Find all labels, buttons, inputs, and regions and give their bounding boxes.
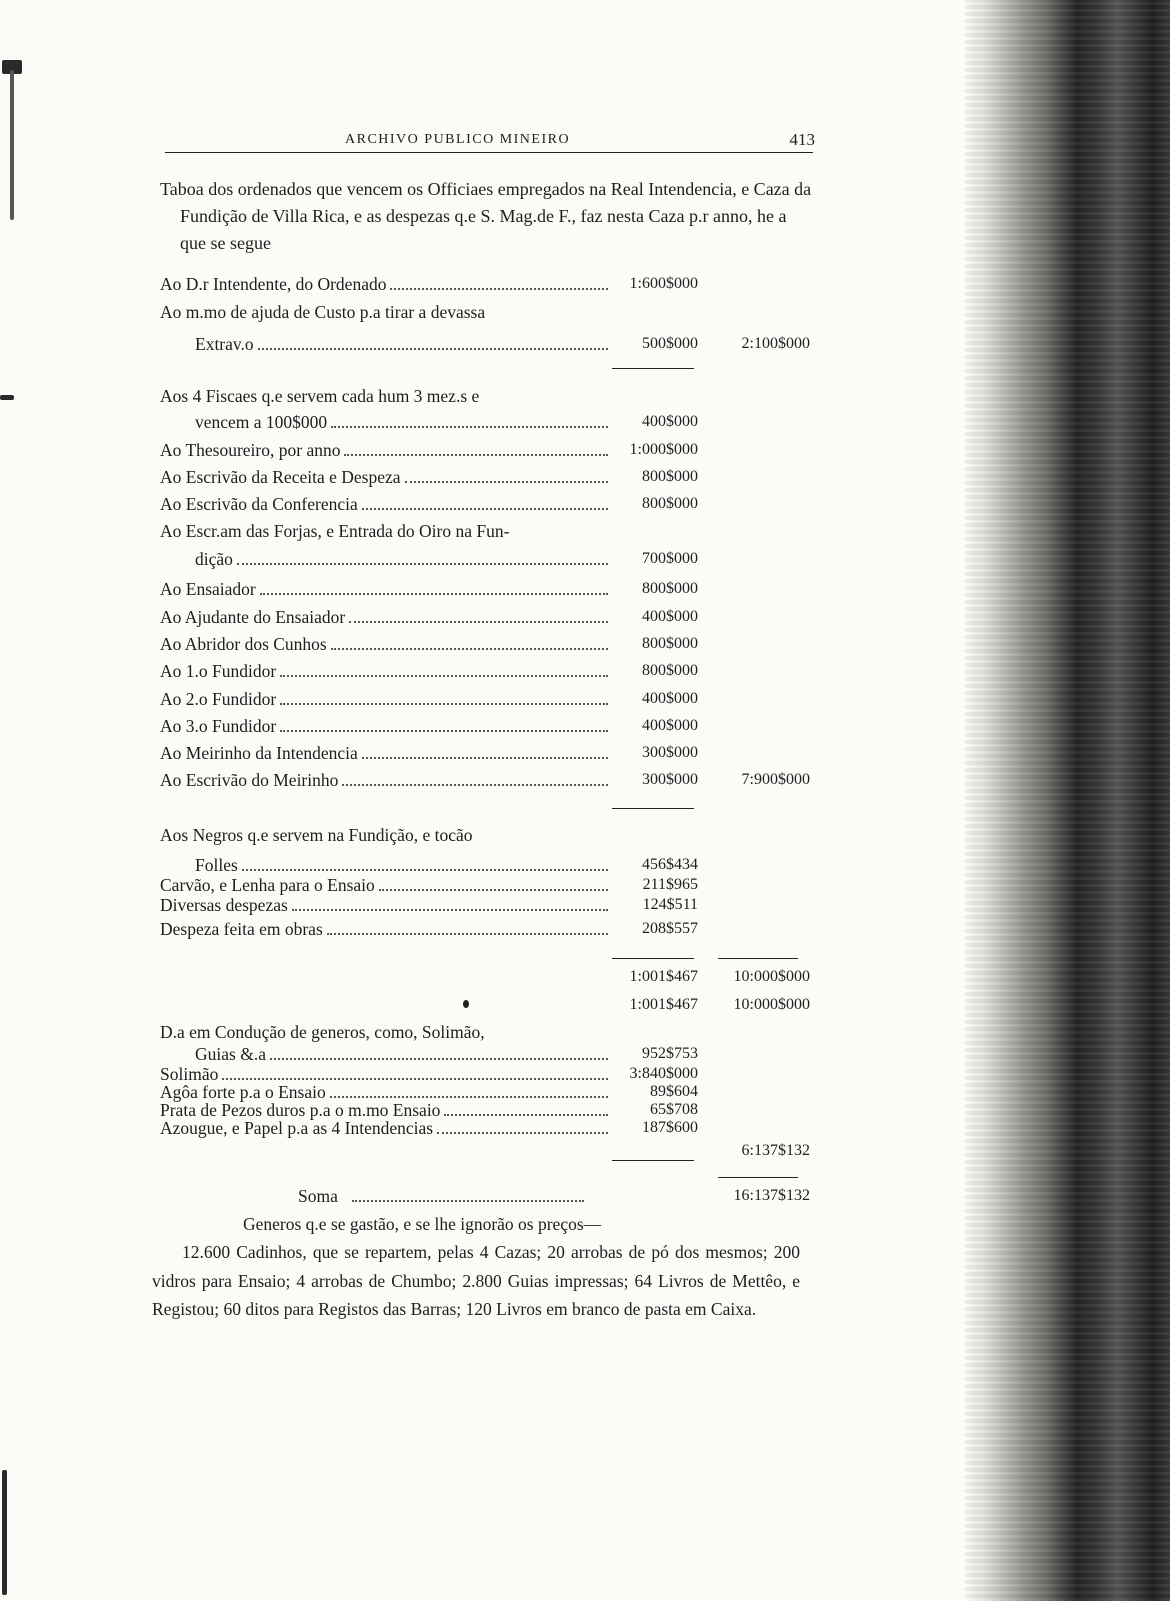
row-label: Aos 4 Fiscaes q.e servem cada hum 3 mez.s e bbox=[160, 386, 480, 406]
row-label: Diversas despezas bbox=[160, 895, 288, 915]
row-label: Ao 3.o Fundidor bbox=[160, 716, 277, 736]
total-rule bbox=[718, 958, 798, 959]
row-label: Ao Ensaiador bbox=[160, 579, 256, 599]
dot-leader bbox=[237, 563, 608, 565]
ledger-row bbox=[160, 438, 820, 462]
dot-leader bbox=[390, 288, 608, 290]
row-label: D.a em Condução de generos, como, Solimão, bbox=[160, 1022, 485, 1042]
row-amount: 400$000 bbox=[642, 690, 698, 707]
scan-smudge bbox=[0, 395, 14, 400]
soma-total: 16:137$132 bbox=[733, 1187, 810, 1204]
row-label: Folles bbox=[195, 855, 238, 875]
dot-leader bbox=[379, 889, 608, 891]
section-total-row bbox=[160, 1139, 820, 1163]
ledger-row bbox=[160, 519, 820, 543]
row-label: Ao Abridor dos Cunhos bbox=[160, 634, 327, 654]
row-label: Ao Ajudante do Ensaiador bbox=[160, 607, 346, 627]
dot-leader bbox=[331, 426, 608, 428]
subtotal-total: 10:000$000 bbox=[733, 968, 810, 985]
row-label: dição bbox=[195, 549, 233, 569]
ledger-row bbox=[160, 465, 820, 489]
subtotal-total: 10:000$000 bbox=[733, 996, 810, 1013]
dot-leader bbox=[362, 508, 608, 510]
row-amount: 211$965 bbox=[642, 876, 698, 893]
ledger-row bbox=[160, 893, 820, 917]
ledger-row bbox=[160, 492, 820, 516]
row-label: Ao Escrivão da Receita e Despeza bbox=[160, 467, 401, 487]
scan-smudge bbox=[2, 1470, 7, 1595]
row-label: Ao 2.o Fundidor bbox=[160, 689, 277, 709]
dot-leader bbox=[292, 909, 608, 911]
amount-rule bbox=[612, 808, 694, 809]
ledger-row bbox=[160, 577, 820, 601]
row-amount: 124$511 bbox=[642, 896, 698, 913]
dot-leader bbox=[349, 621, 608, 623]
row-label: Ao D.r Intendente, do Ordenado bbox=[160, 274, 387, 294]
row-amount: 300$000 bbox=[642, 744, 698, 761]
dot-leader bbox=[405, 481, 608, 483]
row-amount: 400$000 bbox=[642, 413, 698, 430]
row-label: Carvão, e Lenha para o Ensaio bbox=[160, 875, 375, 895]
row-amount: 400$000 bbox=[642, 717, 698, 734]
row-amount: 700$000 bbox=[642, 550, 698, 567]
dot-leader bbox=[280, 675, 608, 677]
ledger-row bbox=[160, 768, 820, 792]
caption-text: Taboa dos ordenados que vencem os Officiaes empregados na Real Intendencia, e Caza da Fundição de Villa Rica, e as despezas q.e S. Mag.de F., faz nesta Caza p.r anno, he a que se segue bbox=[160, 179, 812, 253]
row-amount: 187$600 bbox=[642, 1119, 698, 1136]
ledger-row bbox=[160, 1020, 820, 1044]
row-amount: 952$753 bbox=[642, 1045, 698, 1062]
dot-leader bbox=[327, 933, 608, 935]
row-amount: 89$604 bbox=[650, 1083, 698, 1100]
salary-ledger bbox=[160, 0, 820, 1601]
row-label: Ao m.mo de ajuda de Custo p.a tirar a devassa bbox=[160, 302, 486, 322]
generos-paragraph bbox=[152, 1238, 800, 1324]
row-label: Prata de Pezos duros p.a o m.mo Ensaio bbox=[160, 1100, 441, 1120]
subtotal-row bbox=[160, 993, 820, 1017]
row-label: Ao Escrivão da Conferencia bbox=[160, 494, 358, 514]
ledger-row bbox=[160, 741, 820, 765]
soma-row bbox=[160, 1184, 820, 1208]
scan-smudge bbox=[10, 70, 14, 220]
row-label: Ao Thesoureiro, por anno bbox=[160, 440, 341, 460]
dot-leader bbox=[331, 648, 608, 650]
row-label: Ao 1.o Fundidor bbox=[160, 661, 277, 681]
row-label: Despeza feita em obras bbox=[160, 919, 323, 939]
subtotal-row bbox=[160, 965, 820, 989]
dot-leader bbox=[437, 1132, 608, 1134]
row-amount: 1:000$000 bbox=[629, 441, 698, 458]
row-amount: 800$000 bbox=[642, 468, 698, 485]
ledger-row bbox=[160, 687, 820, 711]
binding-gutter-shadow bbox=[965, 0, 1170, 1601]
amount-rule bbox=[612, 958, 694, 959]
row-label: Solimão bbox=[160, 1064, 219, 1084]
row-amount: 500$000 bbox=[642, 335, 698, 352]
dot-leader bbox=[344, 454, 608, 456]
amount-rule bbox=[612, 368, 694, 369]
row-amount: 65$708 bbox=[650, 1101, 698, 1118]
row-label: Guias &.a bbox=[195, 1044, 266, 1064]
dot-leader bbox=[280, 730, 608, 732]
row-label: Azougue, e Papel p.a as 4 Intendencias bbox=[160, 1118, 434, 1138]
dot-leader bbox=[270, 1058, 608, 1060]
dot-leader bbox=[280, 703, 608, 705]
page-number: 413 bbox=[789, 130, 815, 149]
ledger-row bbox=[160, 917, 820, 941]
subtotal-amount: 1:001$467 bbox=[629, 996, 698, 1013]
row-total: 7:900$000 bbox=[741, 771, 810, 788]
row-label: vencem a 100$000 bbox=[195, 412, 328, 432]
dot-leader bbox=[260, 593, 608, 595]
ink-mark bbox=[463, 1000, 469, 1008]
ledger-row bbox=[160, 384, 820, 408]
row-amount: 800$000 bbox=[642, 635, 698, 652]
subtotal-amount: 1:001$467 bbox=[629, 968, 698, 985]
row-label: Extrav.o bbox=[195, 334, 254, 354]
dot-leader bbox=[342, 784, 608, 786]
ledger-row bbox=[160, 659, 820, 683]
row-label: Ao Escr.am das Forjas, e Entrada do Oiro na Fun- bbox=[160, 521, 510, 541]
ledger-row bbox=[160, 547, 820, 571]
ledger-row bbox=[160, 332, 820, 356]
row-amount: 800$000 bbox=[642, 580, 698, 597]
row-amount: 800$000 bbox=[642, 495, 698, 512]
soma-label: Soma bbox=[298, 1186, 338, 1206]
dot-leader bbox=[352, 1200, 584, 1202]
row-label: Agôa forte p.a o Ensaio bbox=[160, 1082, 326, 1102]
ledger-row bbox=[160, 632, 820, 656]
dot-leader bbox=[242, 869, 608, 871]
dot-leader bbox=[362, 757, 608, 759]
generos-heading: Generos q.e se gastão, e se lhe ignorão os preços— bbox=[243, 1214, 602, 1234]
section-total: 6:137$132 bbox=[741, 1142, 810, 1159]
row-amount: 456$434 bbox=[642, 856, 698, 873]
row-amount: 208$557 bbox=[642, 920, 698, 937]
ledger-row bbox=[160, 300, 820, 324]
ledger-row bbox=[160, 714, 820, 738]
row-label: Aos Negros q.e servem na Fundição, e tocão bbox=[160, 825, 473, 845]
ledger-row bbox=[160, 605, 820, 629]
ledger-row bbox=[160, 1116, 820, 1140]
row-amount: 300$000 bbox=[642, 771, 698, 788]
ledger-row bbox=[160, 823, 820, 847]
row-label: Ao Escrivão do Meirinho bbox=[160, 770, 339, 790]
ledger-row bbox=[160, 410, 820, 434]
row-amount: 3:840$000 bbox=[629, 1065, 698, 1082]
ledger-row bbox=[160, 272, 820, 296]
amount-rule bbox=[612, 1160, 694, 1161]
row-amount: 400$000 bbox=[642, 608, 698, 625]
dot-leader bbox=[258, 348, 608, 350]
row-amount: 800$000 bbox=[642, 662, 698, 679]
total-rule bbox=[718, 1177, 798, 1178]
row-amount: 1:600$000 bbox=[629, 275, 698, 292]
generos-text: 12.600 Cadinhos, que se repartem, pelas 4 Cazas; 20 arrobas de pó dos mesmos; 200 vidros para Ensaio; 4 arrobas de Chumbo; 2.800 Guias impressas; 64 Livros de Mettêo, e Registou; 60 ditos para Registos das Barras; 120 Livros em branco de pasta em Caixa. bbox=[152, 1242, 800, 1319]
row-total: 2:100$000 bbox=[741, 335, 810, 352]
running-title: ARCHIVO PUBLICO MINEIRO bbox=[345, 132, 571, 147]
row-label: Ao Meirinho da Intendencia bbox=[160, 743, 358, 763]
